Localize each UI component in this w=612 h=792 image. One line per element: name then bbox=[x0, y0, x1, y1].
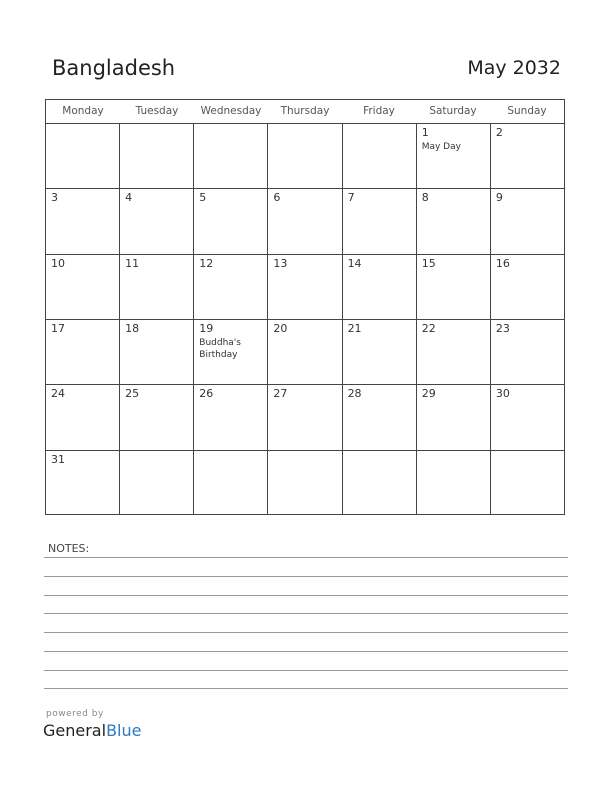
weekday-friday: Friday bbox=[363, 105, 395, 117]
day-cell bbox=[268, 189, 342, 253]
date-number: 24 bbox=[51, 387, 65, 401]
day-cell bbox=[194, 124, 268, 188]
day-cell bbox=[343, 320, 417, 384]
day-cell bbox=[491, 451, 564, 515]
day-cell bbox=[46, 451, 120, 515]
date-number: 11 bbox=[125, 256, 140, 270]
notes-line bbox=[44, 632, 568, 633]
brand-logo bbox=[43, 721, 141, 740]
day-cell bbox=[417, 124, 491, 188]
date-number: 29 bbox=[421, 387, 436, 401]
day-cell bbox=[268, 320, 342, 384]
notes-line bbox=[44, 576, 568, 577]
date-number: 2 bbox=[495, 126, 503, 139]
date-number: 28 bbox=[347, 387, 362, 401]
day-cell bbox=[491, 385, 564, 449]
date-number: 23 bbox=[495, 321, 510, 335]
day-cell bbox=[343, 385, 417, 449]
calendar-body bbox=[46, 124, 564, 515]
day-cell bbox=[46, 385, 120, 449]
day-cell bbox=[46, 124, 120, 188]
week-row bbox=[46, 451, 564, 515]
day-cell bbox=[194, 385, 268, 449]
date-number: 20 bbox=[273, 321, 288, 335]
day-cell bbox=[120, 451, 194, 515]
date-number: 30 bbox=[495, 387, 510, 401]
week-row bbox=[46, 255, 564, 320]
day-cell bbox=[46, 189, 120, 253]
day-cell bbox=[120, 320, 194, 384]
notes-line bbox=[44, 688, 568, 689]
date-number: 10 bbox=[51, 256, 65, 270]
brand-blue-text: Blue bbox=[106, 721, 142, 740]
date-number: 17 bbox=[51, 321, 65, 335]
date-number: 6 bbox=[273, 191, 281, 205]
day-cell bbox=[343, 124, 417, 188]
date-number: 4 bbox=[125, 191, 133, 205]
notes-line bbox=[44, 595, 568, 596]
notes-line bbox=[44, 651, 568, 652]
day-cell bbox=[268, 385, 342, 449]
date-number: 13 bbox=[273, 256, 288, 270]
brand-general-text: General bbox=[43, 721, 107, 740]
day-cell bbox=[120, 255, 194, 319]
day-cell bbox=[194, 255, 268, 319]
month-year-title: May 2032 bbox=[467, 57, 561, 79]
notes-label: NOTES: bbox=[48, 542, 90, 555]
holiday-label: May Day bbox=[421, 142, 461, 152]
date-number: 19 bbox=[199, 321, 214, 335]
day-cell bbox=[417, 451, 491, 515]
date-number: 14 bbox=[347, 256, 362, 270]
day-cell bbox=[417, 320, 491, 384]
week-row bbox=[46, 385, 564, 450]
day-cell bbox=[491, 255, 564, 319]
notes-line bbox=[44, 557, 568, 558]
day-cell bbox=[46, 255, 120, 319]
weekday-wednesday: Wednesday bbox=[200, 105, 262, 117]
notes-line bbox=[44, 613, 568, 614]
weekday-monday: Monday bbox=[62, 105, 104, 117]
date-number: 25 bbox=[125, 387, 140, 401]
day-cell bbox=[46, 320, 120, 384]
date-number: 3 bbox=[51, 191, 58, 205]
day-cell bbox=[194, 320, 268, 384]
day-cell bbox=[417, 385, 491, 449]
day-cell bbox=[120, 189, 194, 253]
week-row bbox=[46, 320, 564, 385]
week-row bbox=[46, 124, 564, 189]
day-cell bbox=[343, 189, 417, 253]
day-cell bbox=[491, 320, 564, 384]
date-number: 5 bbox=[199, 191, 207, 205]
day-cell bbox=[417, 189, 491, 253]
week-row bbox=[46, 189, 564, 254]
weekday-saturday: Saturday bbox=[429, 105, 477, 117]
day-cell bbox=[343, 255, 417, 319]
day-cell bbox=[268, 124, 342, 188]
day-cell bbox=[120, 385, 194, 449]
country-title: Bangladesh bbox=[52, 56, 176, 80]
date-number: 26 bbox=[199, 387, 214, 401]
date-number: 22 bbox=[421, 321, 436, 335]
date-number: 7 bbox=[347, 191, 355, 205]
notes-line bbox=[44, 670, 568, 671]
date-number: 18 bbox=[125, 321, 140, 335]
weekday-sunday: Sunday bbox=[507, 105, 547, 117]
day-cell bbox=[491, 124, 564, 188]
day-cell bbox=[417, 255, 491, 319]
day-cell bbox=[268, 451, 342, 515]
date-number: 21 bbox=[347, 321, 362, 335]
date-number: 31 bbox=[51, 452, 65, 466]
day-cell bbox=[120, 124, 194, 188]
day-cell bbox=[491, 189, 564, 253]
weekday-tuesday: Tuesday bbox=[135, 105, 179, 117]
weekday-thursday: Thursday bbox=[280, 105, 330, 117]
day-cell bbox=[194, 189, 268, 253]
date-number: 16 bbox=[495, 256, 510, 270]
date-number: 9 bbox=[495, 191, 503, 205]
holiday-label: Buddha's Birthday bbox=[199, 337, 241, 360]
weekday-header-row bbox=[46, 100, 564, 124]
date-number: 8 bbox=[421, 191, 429, 205]
date-number: 15 bbox=[421, 256, 436, 270]
date-number: 1 bbox=[421, 126, 429, 139]
date-number: 27 bbox=[273, 387, 288, 401]
day-cell bbox=[268, 255, 342, 319]
calendar-grid bbox=[45, 99, 565, 515]
powered-by-text: powered by bbox=[46, 709, 104, 719]
day-cell bbox=[343, 451, 417, 515]
date-number: 12 bbox=[199, 256, 214, 270]
day-cell bbox=[194, 451, 268, 515]
